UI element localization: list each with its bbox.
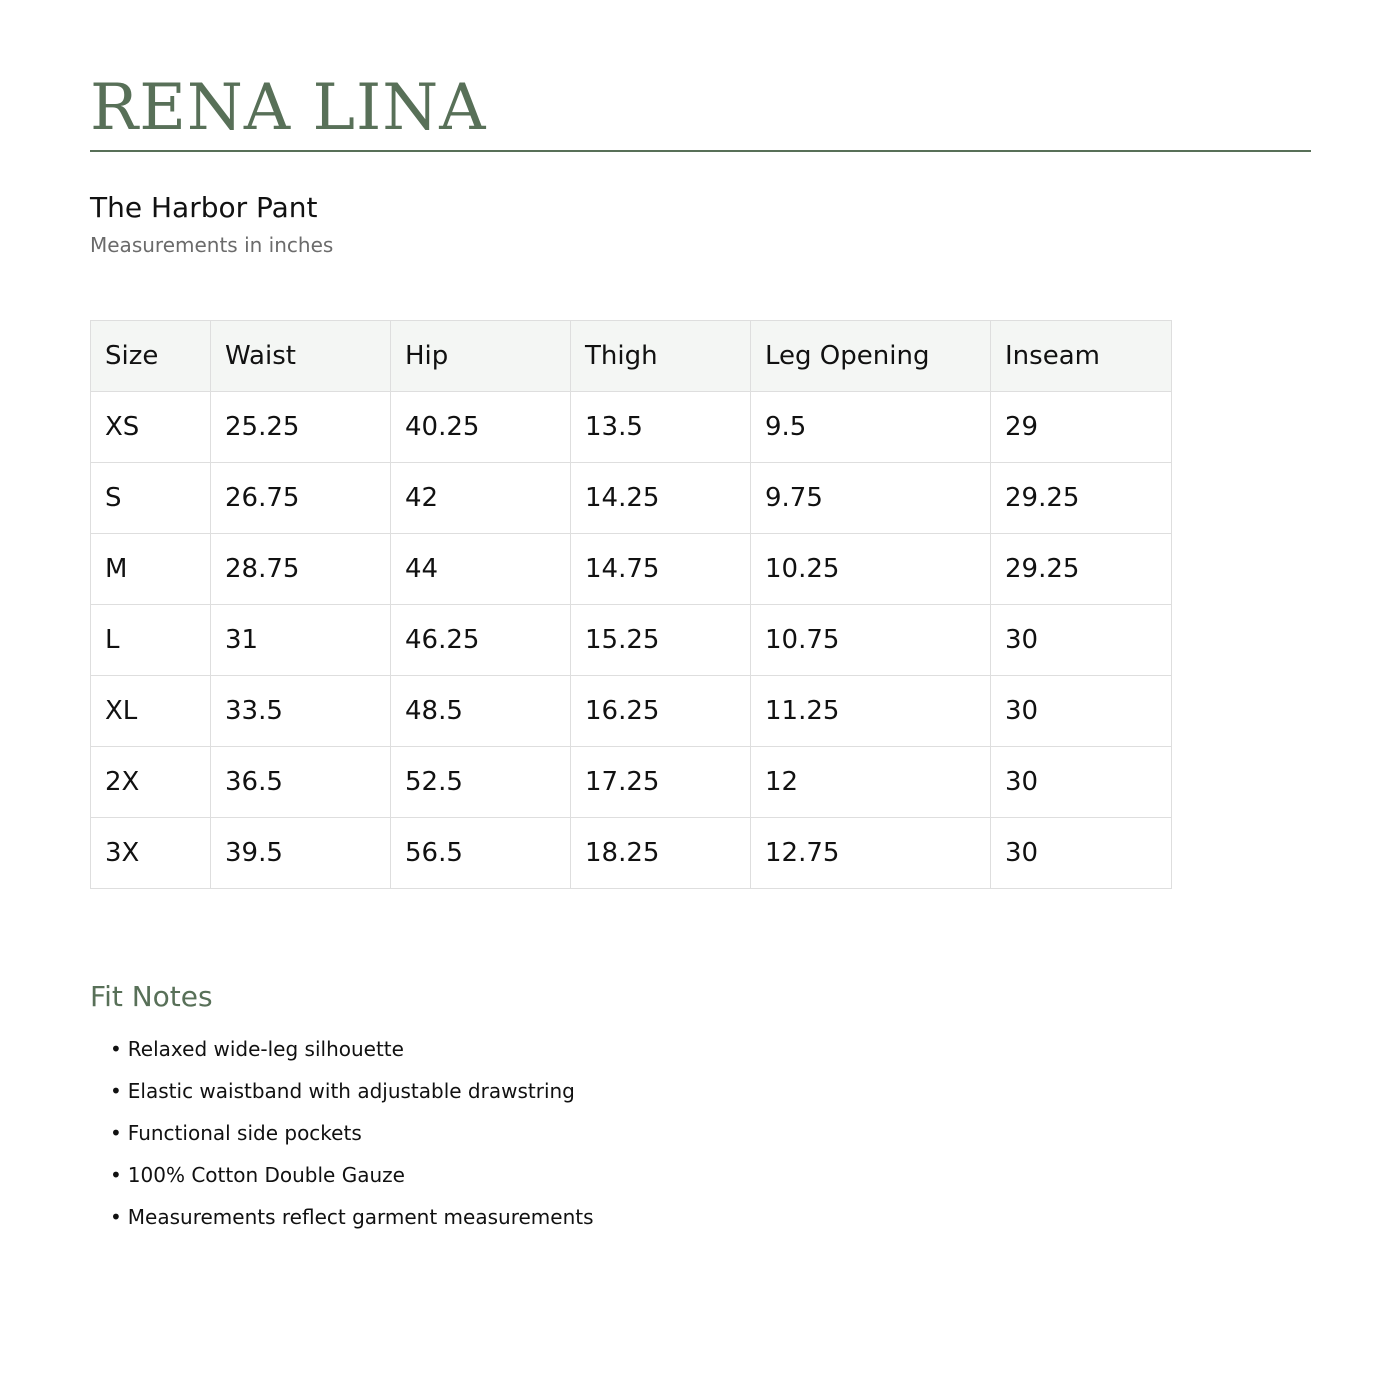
cell-size: XL (91, 676, 211, 747)
cell-thigh: 18.25 (571, 818, 751, 889)
header-hip: Hip (391, 321, 571, 392)
fit-notes-list (90, 1028, 1090, 1238)
list-item (110, 1028, 1090, 1070)
list-item (110, 1154, 1090, 1196)
cell-thigh: 17.25 (571, 747, 751, 818)
header-waist: Waist (211, 321, 391, 392)
product-title: The Harbor Pant (90, 191, 318, 224)
fit-note-text: 100% Cotton Double Gauze (127, 1163, 405, 1187)
cell-thigh: 14.75 (571, 534, 751, 605)
table-header (91, 321, 1172, 392)
cell-thigh: 13.5 (571, 392, 751, 463)
cell-inseam: 30 (991, 818, 1172, 889)
size-chart-table (90, 320, 1172, 889)
cell-inseam: 30 (991, 676, 1172, 747)
cell-inseam: 29.25 (991, 534, 1172, 605)
table-row (91, 676, 1172, 747)
bullet-icon: • (110, 1037, 122, 1061)
fit-note-text: Measurements reflect garment measurements (127, 1205, 594, 1229)
cell-waist: 26.75 (211, 463, 391, 534)
cell-waist: 25.25 (211, 392, 391, 463)
cell-inseam: 29 (991, 392, 1172, 463)
header-size: Size (91, 321, 211, 392)
cell-waist: 31 (211, 605, 391, 676)
cell-thigh: 16.25 (571, 676, 751, 747)
cell-inseam: 30 (991, 605, 1172, 676)
cell-size: L (91, 605, 211, 676)
bullet-icon: • (110, 1079, 122, 1103)
list-item (110, 1196, 1090, 1238)
header-inseam: Inseam (991, 321, 1172, 392)
table-row (91, 605, 1172, 676)
cell-size: 3X (91, 818, 211, 889)
bullet-icon: • (110, 1163, 122, 1187)
table-row (91, 463, 1172, 534)
cell-waist: 39.5 (211, 818, 391, 889)
bullet-icon: • (110, 1205, 122, 1229)
brand-logo: RENA LINA (90, 71, 487, 145)
cell-waist: 33.5 (211, 676, 391, 747)
fit-notes-title: Fit Notes (90, 980, 213, 1013)
fit-note-text: Relaxed wide-leg silhouette (127, 1037, 404, 1061)
list-item (110, 1112, 1090, 1154)
fit-notes-section (90, 978, 1090, 1238)
table-row (91, 747, 1172, 818)
size-guide-page (90, 0, 1311, 1229)
cell-hip: 44 (391, 534, 571, 605)
cell-size: XS (91, 392, 211, 463)
table-body (91, 392, 1172, 889)
cell-thigh: 15.25 (571, 605, 751, 676)
cell-hip: 48.5 (391, 676, 571, 747)
cell-thigh: 14.25 (571, 463, 751, 534)
cell-leg-opening: 12 (751, 747, 991, 818)
bullet-icon: • (110, 1121, 122, 1145)
cell-leg-opening: 9.75 (751, 463, 991, 534)
cell-size: M (91, 534, 211, 605)
cell-hip: 56.5 (391, 818, 571, 889)
cell-leg-opening: 9.5 (751, 392, 991, 463)
cell-hip: 42 (391, 463, 571, 534)
cell-inseam: 30 (991, 747, 1172, 818)
cell-inseam: 29.25 (991, 463, 1172, 534)
list-item (110, 1070, 1090, 1112)
brand-divider (90, 150, 1311, 152)
table-row (91, 818, 1172, 889)
cell-size: 2X (91, 747, 211, 818)
cell-waist: 36.5 (211, 747, 391, 818)
cell-leg-opening: 10.25 (751, 534, 991, 605)
cell-leg-opening: 12.75 (751, 818, 991, 889)
cell-hip: 40.25 (391, 392, 571, 463)
units-note: Measurements in inches (90, 233, 334, 257)
table-row (91, 392, 1172, 463)
cell-waist: 28.75 (211, 534, 391, 605)
fit-note-text: Functional side pockets (127, 1121, 362, 1145)
header-leg-opening: Leg Opening (751, 321, 991, 392)
cell-hip: 52.5 (391, 747, 571, 818)
header-thigh: Thigh (571, 321, 751, 392)
table-row (91, 534, 1172, 605)
cell-leg-opening: 11.25 (751, 676, 991, 747)
fit-note-text: Elastic waistband with adjustable drawstring (127, 1079, 575, 1103)
cell-leg-opening: 10.75 (751, 605, 991, 676)
cell-hip: 46.25 (391, 605, 571, 676)
cell-size: S (91, 463, 211, 534)
table-header-row (91, 321, 1172, 392)
